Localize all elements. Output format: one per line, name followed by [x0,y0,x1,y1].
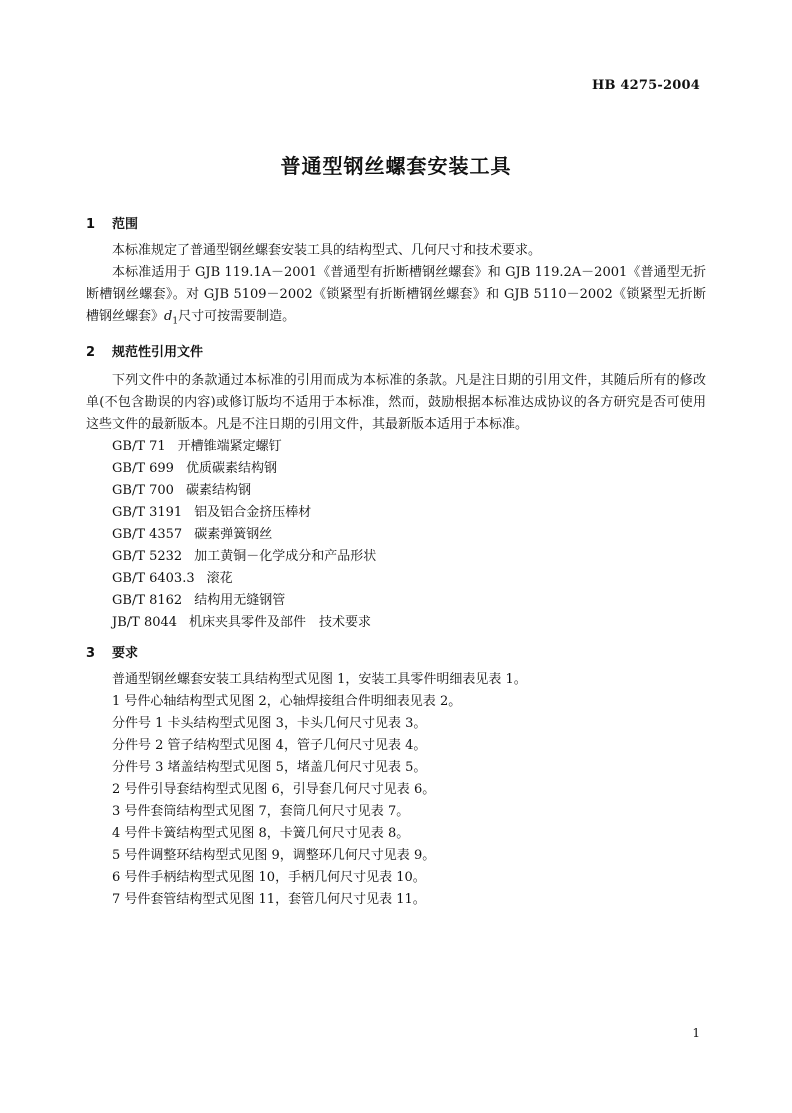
reference-item [86,436,706,458]
normative-references-intro: 下列文件中的条款通过本标准的引用而成为本标准的条款。凡是注日期的引用文件，其随后所有的修改单(不包含勘误的内容)或修订版均不适用于本标准，然而，鼓励根据本标准达成协议的各方研究是否可使用这些文件的最新版本。凡是不注日期的引用文件，其最新版本适用于本标准。 [86,372,706,432]
section-requirements [86,643,706,911]
reference-item [86,480,706,502]
requirement-item: 6 号件手柄结构型式见图 10，手柄几何尺寸见表 10。 [112,869,426,885]
reference-title: 结构用无缝钢管 [194,592,286,608]
requirement-item: 分件号 2 管子结构型式见图 4，管子几何尺寸见表 4。 [112,737,427,753]
reference-code: GB/T 71 [112,438,166,454]
reference-code: GB/T 699 [112,460,174,476]
reference-item [86,612,706,634]
section-normative-references [86,342,706,634]
requirement-item: 分件号 1 卡头结构型式见图 3，卡头几何尺寸见表 3。 [112,715,427,731]
reference-code: GB/T 4357 [112,526,183,542]
reference-title: 机床夹具零件及部件 技术要求 [189,614,372,630]
reference-title: 碳素弹簧钢丝 [194,526,273,542]
requirement-item: 普通型钢丝螺套安装工具结构型式见图 1，安装工具零件明细表见表 1。 [112,671,527,687]
page-number: 1 [692,1026,700,1040]
reference-item [86,590,706,612]
reference-code: GB/T 700 [112,482,174,498]
requirement-item: 5 号件调整环结构型式见图 9，调整环几何尺寸见表 9。 [112,847,436,863]
section-title: 范围 [112,217,139,232]
d1-subscript: 1 [172,316,179,327]
reference-item [86,546,706,568]
section-heading [86,214,706,236]
section-heading [86,342,706,364]
section-number: 2 [86,344,96,360]
reference-list [86,436,706,634]
section-title: 规范性引用文件 [112,344,204,360]
reference-item [86,524,706,546]
scope-paragraph-2-tail: 尺寸可按需要制造。 [178,309,296,324]
reference-code: JB/T 8044 [112,614,178,630]
section-title: 要求 [112,645,139,661]
scope-paragraph-2-text: 本标准适用于 GJB 119.1A－2001《普通型有折断槽钢丝螺套》和 GJB 119.2A－2001《普通型无折断槽钢丝螺套》。对 GJB 5109－2002《锁紧型有折断槽钢丝螺套》和 GJB 5110－2002《锁紧型无折断槽钢丝螺套》 [86,265,706,324]
requirement-item: 3 号件套筒结构型式见图 7，套筒几何尺寸见表 7。 [112,803,410,819]
requirement-item: 4 号件卡簧结构型式见图 8，卡簧几何尺寸见表 8。 [112,825,410,841]
requirement-item: 2 号件引导套结构型式见图 6，引导套几何尺寸见表 6。 [112,781,436,797]
reference-code: GB/T 8162 [112,592,183,608]
d1-symbol: d [164,309,173,324]
reference-title: 优质碳素结构钢 [185,460,277,476]
reference-code: GB/T 3191 [112,504,183,520]
section-scope [86,214,706,333]
reference-title: 滚花 [206,570,233,586]
requirement-item: 分件号 3 堵盖结构型式见图 5，堵盖几何尺寸见表 5。 [112,759,427,775]
reference-title: 加工黄铜－化学成分和产品形状 [194,548,377,564]
scope-paragraph-2 [86,262,706,333]
reference-title: 碳素结构钢 [185,482,251,498]
scope-paragraph-1: 本标准规定了普通型钢丝螺套安装工具的结构型式、几何尺寸和技术要求。 [112,243,542,258]
reference-title: 开槽锥端紧定螺钉 [177,438,282,454]
standard-number: HB 4275-2004 [592,78,700,93]
requirement-item: 1 号件心轴结构型式见图 2，心轴焊接组合件明细表见表 2。 [112,693,462,709]
reference-title: 铝及铝合金挤压棒材 [194,504,312,520]
section-number: 1 [86,217,96,232]
reference-item [86,568,706,590]
document-title: 普通型钢丝螺套安装工具 [280,154,512,178]
document-body [86,214,706,920]
section-heading [86,643,706,665]
reference-item [86,458,706,480]
reference-code: GB/T 5232 [112,548,183,564]
reference-code: GB/T 6403.3 [112,570,195,586]
requirement-list [86,669,706,911]
requirement-item: 7 号件套管结构型式见图 11，套管几何尺寸见表 11。 [112,891,426,907]
reference-item [86,502,706,524]
section-number: 3 [86,645,96,661]
